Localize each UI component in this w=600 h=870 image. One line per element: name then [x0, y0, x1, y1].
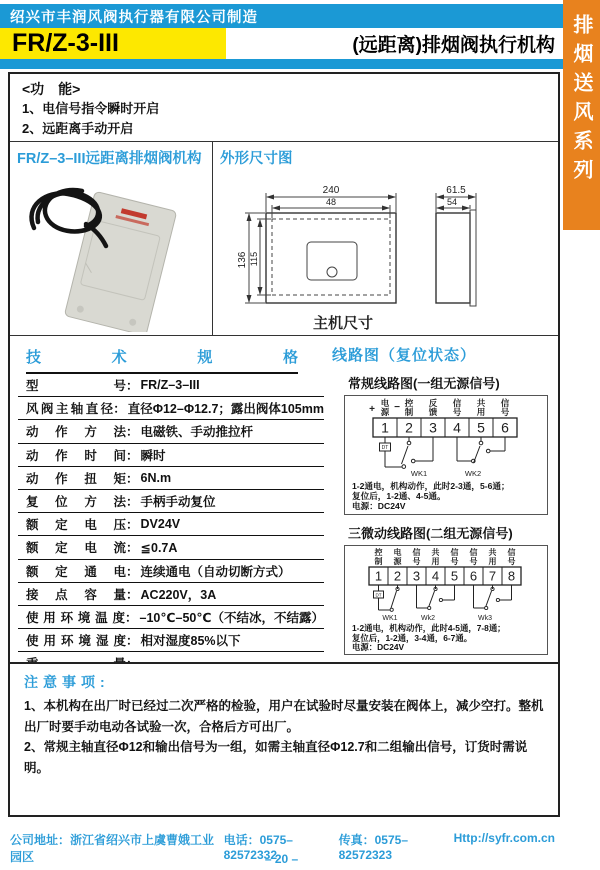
polarity-minus: − — [394, 402, 400, 413]
spec-value: 手柄手动复位 — [140, 495, 216, 510]
terminal-number: 8 — [507, 568, 516, 584]
spec-value: AC220V，3A — [140, 587, 217, 602]
spec-colon: ： — [126, 541, 139, 556]
terminal-label: 用 — [488, 557, 497, 566]
wiring-note: 复位后，1-2通，3-4通，6-7通。 — [352, 633, 473, 643]
terminal-number: 2 — [405, 419, 413, 436]
photo-title: FR/Z–3–III远距离排烟阀机构 — [17, 151, 202, 167]
terminal-label: 源 — [380, 407, 390, 417]
spec-label: 使用环境温度 — [26, 610, 125, 625]
spec-colon: ： — [126, 518, 139, 533]
switch-label: Wk2 — [421, 615, 435, 622]
manufacturer-name: 绍兴市丰润风阀执行器有限公司制造 — [10, 9, 258, 26]
series-tab — [563, 0, 600, 230]
wiring-normal-diagram — [344, 395, 548, 515]
wiring-note: 复位后，1-2通、4-5通。 — [352, 491, 446, 501]
terminal-label: 信 — [500, 398, 510, 408]
spec-value: FR/Z–3–III — [140, 378, 200, 393]
spec-value: 相对湿度85%以下 — [140, 634, 241, 649]
wiring-note: 1-2通电，机构动作，此时2-3通，5-6通； — [352, 481, 510, 491]
terminal-label: 号 — [500, 407, 510, 417]
terminal-label: 信 — [450, 548, 459, 557]
terminal-label: 控 — [404, 398, 414, 408]
dim-front-width: 240 — [322, 185, 340, 196]
spec-label: 动作时间 — [26, 448, 126, 463]
wiring-micro-diagram — [344, 545, 548, 655]
coil-label: DT — [375, 592, 382, 598]
terminal-number: 2 — [393, 568, 402, 584]
spec-colon: ： — [113, 402, 126, 417]
series-tab-label: 排烟送风系列 — [570, 14, 592, 188]
spec-row — [18, 374, 324, 397]
terminal-label: 电 — [393, 548, 402, 557]
spec-row — [18, 397, 324, 420]
terminal-label: 电 — [380, 398, 390, 408]
spec-value: 瞬时 — [140, 448, 166, 463]
terminal-label: 信 — [507, 548, 516, 557]
functions-section — [10, 74, 558, 142]
coil-label: DT — [381, 445, 389, 451]
spec-colon: ： — [126, 564, 139, 579]
terminal-number: 7 — [488, 568, 497, 584]
product-name-area — [226, 28, 563, 59]
switch-label: WK2 — [464, 469, 482, 478]
terminal-label: 制 — [374, 557, 383, 566]
terminal-label: 制 — [404, 407, 414, 417]
manufacturer-bar — [0, 4, 563, 28]
product-photo — [14, 170, 209, 332]
terminal-label: 号 — [507, 557, 516, 566]
notes-box — [8, 662, 560, 817]
terminal-label: 共 — [431, 548, 440, 557]
function-item: 2、远距离手动开启 — [22, 121, 134, 137]
dim-side-inner-depth: 54 — [446, 197, 458, 207]
spec-value: 6N.m — [140, 470, 172, 485]
terminal-label: 反 — [428, 398, 438, 408]
terminal-label: 信 — [452, 398, 462, 408]
model-number: FR/Z-3-III — [12, 29, 119, 57]
dim-front-inner-height: 115 — [249, 251, 259, 267]
dimension-caption: 主机尺寸 — [312, 315, 374, 332]
notes-item: 2、常规主轴直径Φ12和输出信号为一组，如需主轴直径Φ12.7和二组输出信号，订货时需说明。 — [24, 740, 528, 775]
terminal-label: 源 — [393, 557, 402, 566]
spec-row — [18, 420, 324, 443]
spec-label: 动作方法 — [26, 425, 126, 440]
spec-value: 直径Φ12–Φ12.7；露出阀体105mm — [127, 402, 324, 417]
wiring-normal-subtitle: 常规线路图(一组无源信号) — [348, 376, 500, 391]
wiring-note: 1-2通电，机构动作，此时4-5通，7-8通； — [352, 623, 506, 633]
switch-label: WK1 — [410, 469, 428, 478]
spec-colon: ： — [126, 587, 139, 602]
main-content-box — [8, 72, 560, 664]
terminal-label: 共 — [488, 548, 497, 557]
spec-value: –10℃–50℃（不结冰，不结露） — [139, 610, 324, 625]
model-badge — [0, 28, 226, 59]
spec-row — [18, 606, 324, 629]
spec-row — [18, 513, 324, 536]
specs-title: 技术规格 — [26, 346, 298, 374]
wiring-note: 电源：DC24V — [352, 501, 406, 511]
spec-colon: ： — [126, 634, 139, 649]
dim-front-height: 136 — [237, 251, 248, 269]
spec-colon: ： — [126, 425, 139, 440]
spec-label: 型号 — [26, 379, 126, 394]
switch-label: WK1 — [382, 615, 398, 622]
product-name: (远距离)排烟阀执行机构 — [352, 35, 555, 56]
dimension-title: 外形尺寸图 — [220, 151, 293, 167]
footer-phone: 电话：0575–82572332 — [223, 833, 293, 862]
spec-label: 额定电流 — [26, 541, 126, 556]
spec-colon: ： — [126, 495, 139, 510]
terminal-label: 共 — [476, 398, 486, 408]
terminal-number: 4 — [431, 568, 440, 584]
spec-label: 使用环境湿度 — [26, 634, 126, 649]
spec-row — [18, 560, 324, 583]
spec-value: 电磁铁、手动推拉杆 — [140, 425, 254, 440]
spec-colon: ： — [126, 471, 139, 486]
terminal-label: 控 — [374, 548, 383, 557]
terminal-label: 信 — [469, 548, 478, 557]
wiring-note: 电源：DC24V — [352, 642, 405, 652]
terminal-number: 4 — [453, 419, 461, 436]
terminal-number: 6 — [501, 419, 509, 436]
spec-label: 风阀主轴直径 — [26, 402, 114, 417]
terminal-label: 号 — [412, 557, 421, 566]
spec-value: 连续通电（自动切断方式） — [140, 564, 291, 579]
functions-title: <功 能> — [22, 81, 81, 97]
polarity-plus: + — [369, 404, 375, 415]
terminal-label: 号 — [450, 557, 459, 566]
terminal-number: 6 — [469, 568, 478, 584]
terminal-label: 号 — [469, 557, 478, 566]
terminal-number: 5 — [477, 419, 485, 436]
footer-address: 公司地址：浙江省绍兴市上虞曹娥工业园区 — [10, 833, 215, 864]
wiring-micro-subtitle: 三微动线路图(二组无源信号) — [348, 526, 513, 541]
spec-row — [18, 467, 324, 490]
specs-section — [14, 336, 330, 675]
footer-url: Http://syfr.com.cn — [453, 831, 555, 845]
spec-row — [18, 629, 324, 652]
notes-item: 1、本机构在出厂时已经过二次严格的检验，用户在试验时尽量安装在阀体上，减少空打。整机出厂时要手动电动各试验一次，合格后方可出厂。 — [24, 699, 544, 734]
page-number: – 20 – — [264, 852, 299, 866]
wiring-section — [332, 336, 560, 655]
function-item: 1、电信号指令瞬时开启 — [22, 101, 160, 116]
spec-label: 额定电压 — [26, 518, 126, 533]
terminal-label: 用 — [431, 557, 440, 566]
spec-colon: ： — [126, 379, 139, 394]
spec-colon: ： — [126, 448, 139, 463]
dim-side-depth: 61.5 — [446, 185, 466, 196]
title-row — [0, 28, 563, 59]
spec-value: DV24V — [140, 517, 181, 532]
footer-fax: 传真：0575–82572323 — [338, 833, 408, 862]
terminal-label: 用 — [476, 407, 486, 417]
terminal-label: 馈 — [428, 407, 438, 417]
terminal-number: 5 — [450, 568, 459, 584]
terminal-number: 1 — [374, 568, 383, 584]
product-photo-cell — [10, 142, 213, 336]
spec-label: 复位方法 — [26, 495, 126, 510]
spec-row — [18, 536, 324, 559]
terminal-number: 3 — [429, 419, 437, 436]
spec-label: 额定通电 — [26, 564, 126, 579]
spec-colon: ： — [124, 610, 138, 625]
spec-row — [18, 583, 324, 606]
dimension-cell — [213, 142, 558, 336]
terminal-number: 1 — [381, 419, 389, 436]
spec-label: 接点容量 — [26, 587, 126, 602]
spec-row — [18, 490, 324, 513]
notes-title: 注意事项: — [24, 674, 110, 690]
dim-front-inner-width: 48 — [325, 197, 337, 207]
terminal-label: 信 — [412, 548, 421, 557]
dimension-drawing — [221, 168, 551, 336]
spec-label: 动作扭矩 — [26, 471, 126, 486]
spec-row — [18, 444, 324, 467]
terminal-number: 3 — [412, 568, 421, 584]
wiring-title: 线路图（复位状态） — [332, 347, 477, 364]
switch-label: Wk3 — [478, 615, 492, 622]
divider-strip — [0, 59, 563, 69]
spec-value: ≦0.7A — [140, 540, 178, 555]
terminal-label: 号 — [452, 407, 462, 417]
